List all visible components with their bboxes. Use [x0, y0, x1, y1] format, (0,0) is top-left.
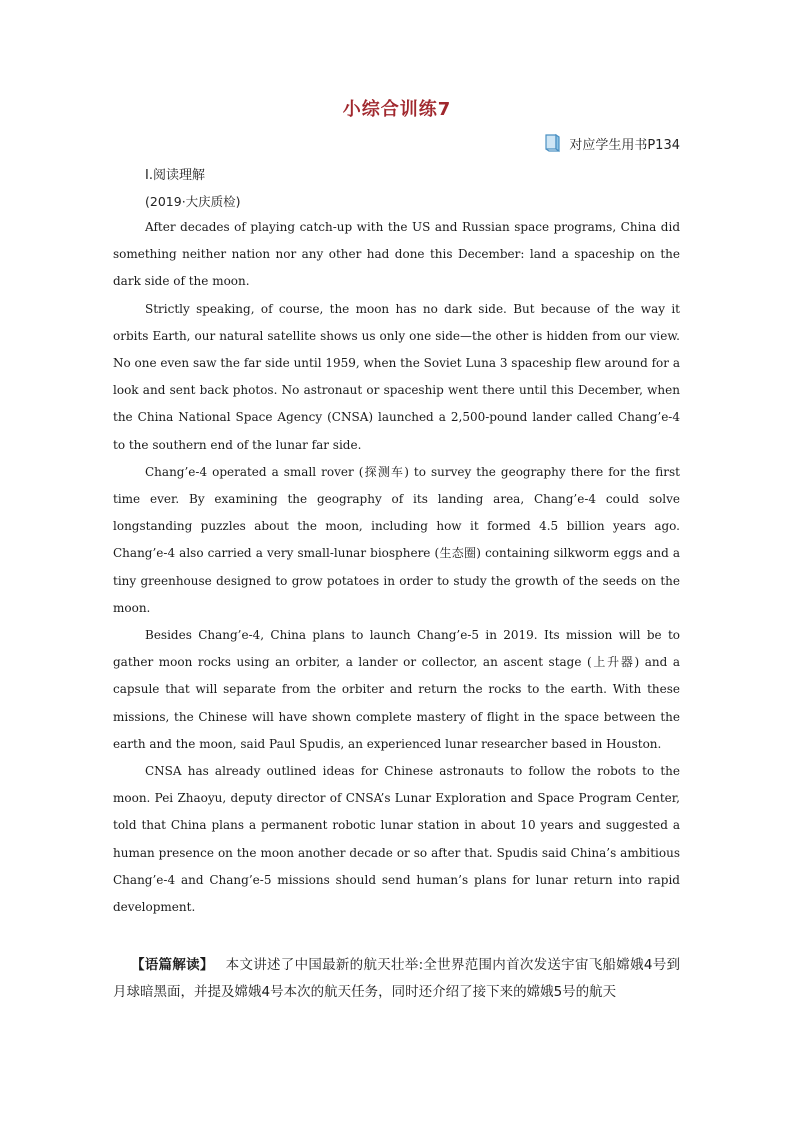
- textbook-reference: [543, 133, 680, 153]
- passage-paragraph: Besides Chang’e-4, China plans to launch Chang’e-5 in 2019. Its mission will be to gather moon rocks using an orbiter, a lander or collector, an ascent stage (上升器) and a capsule that will separate from the orbiter and return the rocks to the earth. With these missions, the Chinese will have shown complete mastery of flight in the space between the earth and the moon, said Paul Spudis, an experienced lunar researcher based in Houston.: [113, 628, 680, 751]
- passage-source: (2019·大庆质检): [145, 194, 241, 209]
- passage-paragraph: Strictly speaking, of course, the moon has no dark side. But because of the way it orbits Earth, our natural satellite shows us only one side—the other is hidden from our view. No one even saw the far side until 1959, when the Soviet Luna 3 spaceship flew around for a look and sent back photos. No astronaut or spaceship went there until this December, when the China National Space Agency (CNSA) launched a 2,500-pound lander called Chang’e-4 to the southern end of the lunar far side.: [113, 301, 680, 452]
- book-icon: [543, 133, 561, 153]
- passage-paragraph: CNSA has already outlined ideas for Chinese astronauts to follow the robots to the moon. Pei Zhaoyu, deputy director of CNSA’s Lunar Exploration and Space Program Center, told that China plans a permanent robotic lunar station in about 10 years and suggested a human presence on the moon another decade or so after that. Spudis said China’s ambitious Chang’e-4 and Chang’e-5 missions should send human’s plans for lunar return into rapid development.: [113, 764, 680, 915]
- passage-paragraph: Chang’e-4 operated a small rover (探测车) to survey the geography there for the first time ever. By examining the geography of its landing area, Chang’e-4 could solve longstanding puzzles about the moon, including how it formed 4.5 billion years ago. Chang’e-4 also carried a very small-lunar biosphere (生态圈) containing silkworm eggs and a tiny greenhouse designed to grow potatoes in order to study the growth of the seeds on the moon.: [113, 464, 680, 615]
- page-title: 小综合训练7: [342, 99, 452, 120]
- summary-label: 【语篇解读】: [131, 957, 214, 973]
- summary-text: 本文讲述了中国最新的航天壮举:全世界范围内首次发送宇宙飞船嫦娥4号到月球暗黑面，并提及嫦娥4号本次的航天任务，同时还介绍了接下来的嫦娥5号的航天: [113, 957, 680, 1000]
- reading-passage: [113, 214, 680, 921]
- passage-paragraph: After decades of playing catch-up with the US and Russian space programs, China did something neither nation nor any other had done this December: land a spaceship on the dark side of the moon.: [113, 220, 680, 289]
- section-heading: Ⅰ.阅读理解: [145, 168, 205, 183]
- reference-text: 对应学生用书P134: [569, 137, 680, 153]
- passage-summary: [113, 952, 680, 1006]
